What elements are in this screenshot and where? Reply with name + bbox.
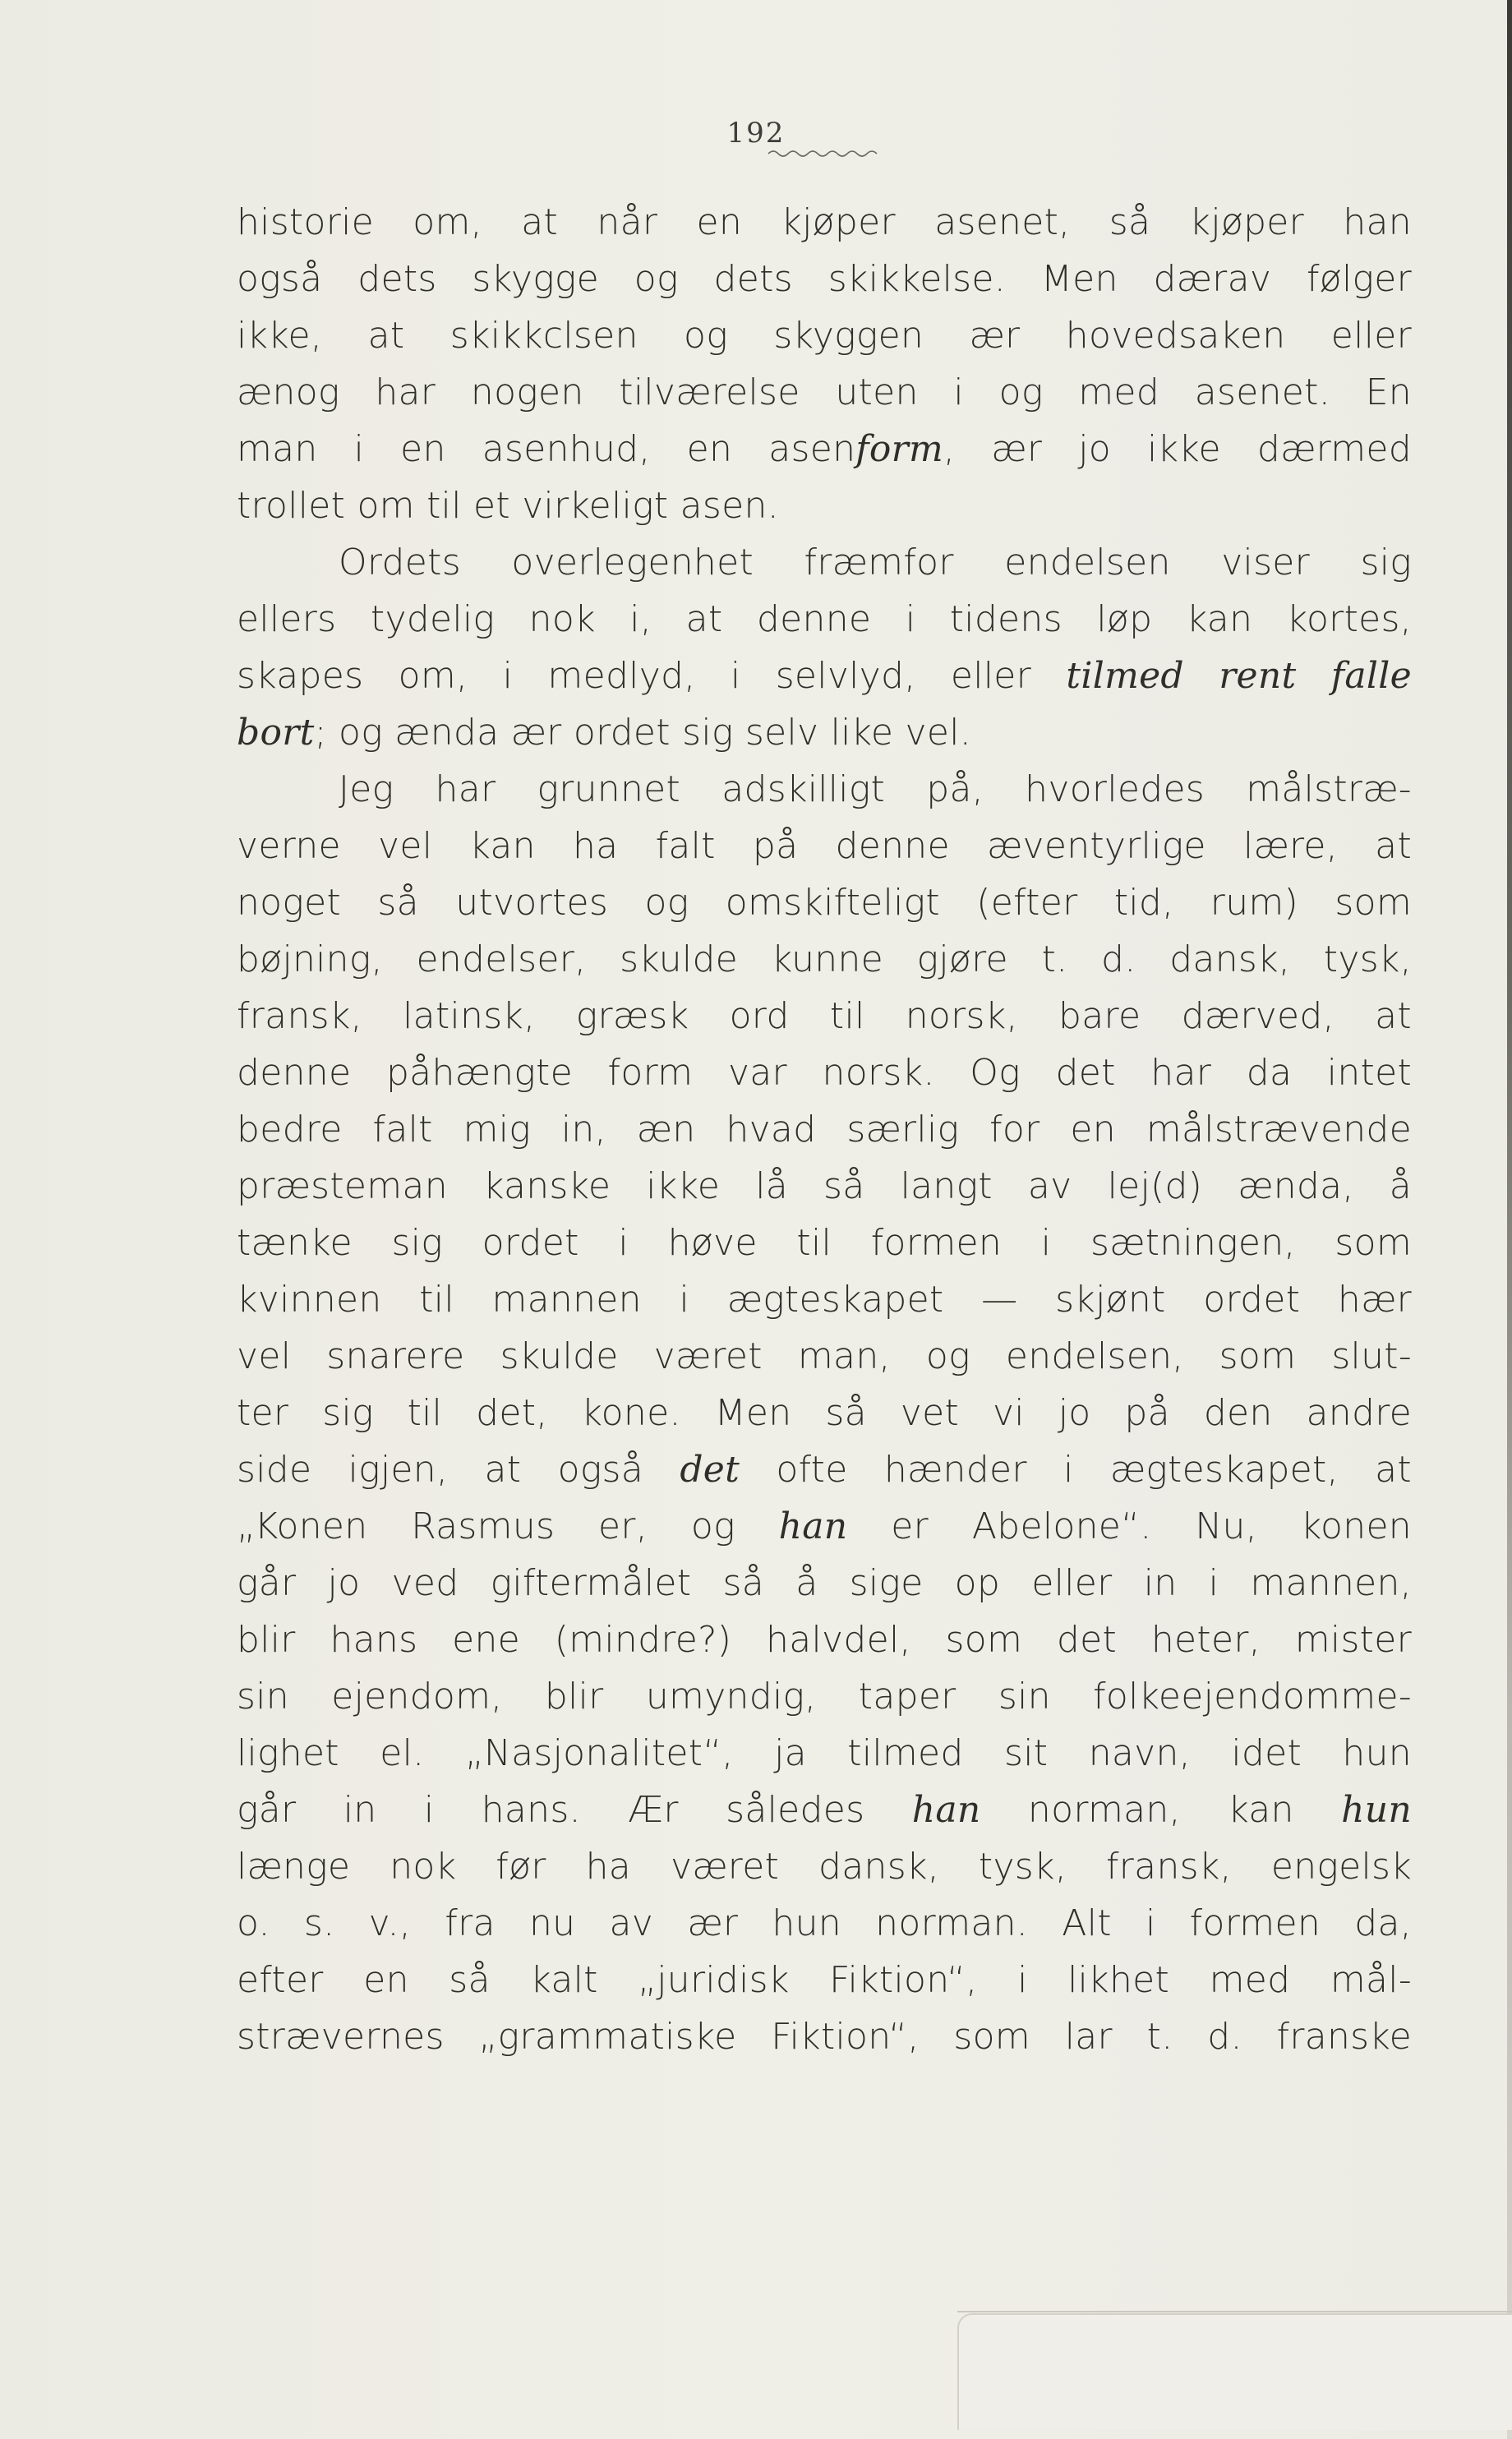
italic-word: hun: [1341, 1789, 1412, 1831]
italic-word: han: [778, 1505, 848, 1547]
paper-slip: [957, 2313, 1512, 2430]
page-number: 192: [726, 117, 786, 150]
text-line: længe nok før ha været dansk, tysk, fransk, engelsk: [237, 1846, 1412, 1888]
text-line: ter sig til det, kone. Men så vet vi jo på den andre: [237, 1392, 1412, 1434]
text-line: fransk, latinsk, græsk ord til norsk, bare dærved, at: [237, 995, 1412, 1037]
text-line: vel snarere skulde været man, og endelsen, som slut-: [237, 1335, 1412, 1377]
text-line: efter en så kalt „juridisk Fiktion“, i likhet med mål-: [237, 1959, 1412, 2001]
text-line: lighet el. „Nasjonalitet“, ja tilmed sit navn, idet hun: [237, 1732, 1412, 1774]
text-line: ænog har nogen tilværelse uten i og med asenet. En: [237, 371, 1412, 413]
italic-word: bort: [237, 712, 315, 754]
paragraph-first-line: Jeg har grunnet adskilligt på, hvorledes målstræ-: [339, 768, 1412, 810]
text-line: denne påhængte form var norsk. Og det har da intet: [237, 1052, 1412, 1094]
text-line: sin ejendom, blir umyndig, taper sin folkeejendomme-: [237, 1676, 1412, 1717]
text-line: noget så utvortes og omskifteligt (efter tid, rum) som: [237, 882, 1412, 924]
text-line: ellers tydelig nok i, at denne i tidens løp kan kortes,: [237, 598, 1412, 640]
text-line: bedre falt mig in, æn hvad særlig for en målstrævende: [237, 1109, 1412, 1150]
text-line: historie om, at når en kjøper asenet, så kjøper han: [237, 201, 1412, 243]
text-line: trollet om til et virkeligt asen.: [237, 485, 779, 527]
text-line: går jo ved giftermålet så å sige op eller in i mannen,: [237, 1562, 1412, 1604]
italic-phrase: tilmed rent falle: [1066, 655, 1413, 697]
text-line: bort; og ænda ær ordet sig selv like vel.: [237, 712, 972, 754]
text-line: tænke sig ordet i høve til formen i sætningen, som: [237, 1222, 1412, 1264]
text-line: blir hans ene (mindre?) halvdel, som det heter, mister: [237, 1619, 1412, 1661]
italic-word: form: [855, 428, 944, 470]
text-line: verne vel kan ha falt på denne æventyrlige lære, at: [237, 825, 1412, 867]
wavy-ornament-icon: [767, 146, 882, 161]
text-line: bøjning, endelser, skulde kunne gjøre t. d. dansk, tysk,: [237, 938, 1412, 980]
text-line: strævernes „grammatiske Fiktion“, som lar t. d. franske: [237, 2016, 1412, 2058]
text-line: „Konen Rasmus er, og han er Abelone“. Nu, konen: [237, 1505, 1412, 1547]
text-line: også dets skygge og dets skikkelse. Men dærav følger: [237, 258, 1412, 300]
text-line: kvinnen til mannen i ægteskapet — skjønt ordet hær: [237, 1279, 1412, 1321]
italic-word: han: [911, 1789, 981, 1831]
page-edge-shadow: [1507, 0, 1512, 2439]
text-line: præsteman kanske ikke lå så langt av lej(d) ænda, å: [237, 1165, 1412, 1207]
text-line: ikke, at skikkclsen og skyggen ær hovedsaken eller: [237, 315, 1412, 357]
text-line: side igjen, at også det ofte hænder i ægteskapet, at: [237, 1449, 1412, 1491]
text-line: skapes om, i medlyd, i selvlyd, eller tilmed rent falle: [237, 655, 1413, 697]
text-line: man i en asenhud, en asenform, ær jo ikke dærmed: [237, 428, 1412, 470]
page-fold-line: [957, 2311, 1512, 2312]
italic-word: det: [680, 1449, 740, 1491]
text-line: går in i hans. Ær således han norman, kan hun: [237, 1789, 1412, 1831]
body-text: [237, 194, 1412, 2065]
text-line: o. s. v., fra nu av ær hun norman. Alt i formen da,: [237, 1902, 1412, 1944]
paragraph-first-line: Ordets overlegenhet fræmfor endelsen viser sig: [339, 542, 1412, 583]
